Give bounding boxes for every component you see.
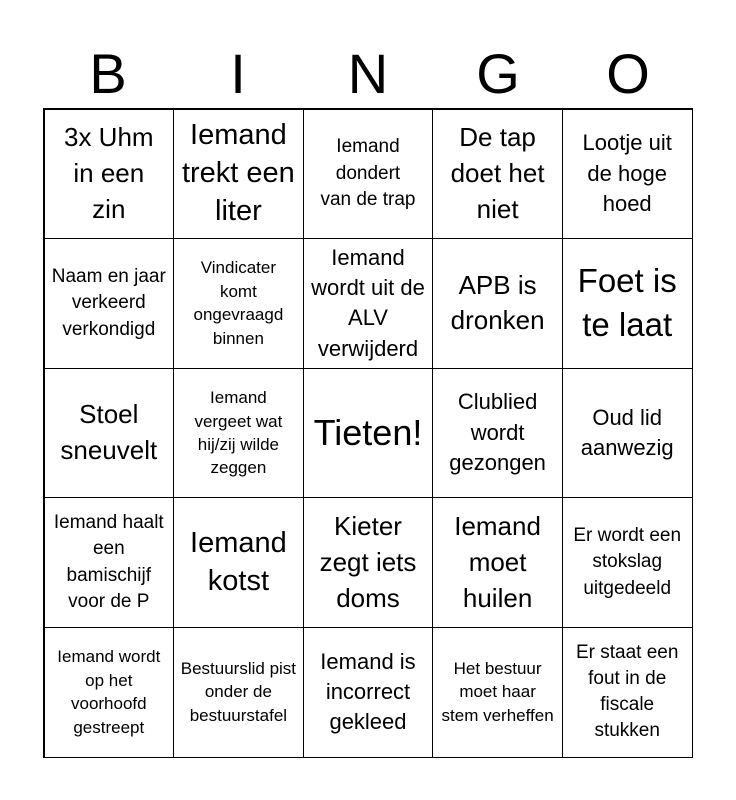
- header-letter-b: B: [89, 42, 127, 105]
- header-letter-i: I: [230, 42, 246, 105]
- bingo-cell[interactable]: Tieten!: [303, 368, 434, 499]
- bingo-cell[interactable]: Lootje uit de hoge hoed: [562, 109, 693, 240]
- bingo-cell[interactable]: Iemand wordt uit de ALV verwijderd: [303, 238, 434, 369]
- bingo-cell[interactable]: Iemand moet huilen: [432, 497, 563, 628]
- bingo-cell[interactable]: Het bestuur moet haar stem verheffen: [432, 627, 563, 758]
- bingo-cell[interactable]: Iemand trekt een liter: [173, 109, 304, 240]
- bingo-card-grid: [43, 108, 693, 758]
- bingo-cell[interactable]: Er wordt een stokslag uitgedeeld: [562, 497, 693, 628]
- bingo-cell[interactable]: APB is dronken: [432, 238, 563, 369]
- bingo-cell[interactable]: Oud lid aanwezig: [562, 368, 693, 499]
- bingo-cell[interactable]: Iemand kotst: [173, 497, 304, 628]
- header-letter-g: G: [476, 42, 520, 105]
- bingo-cell[interactable]: Vindicater komt ongevraagd binnen: [173, 238, 304, 369]
- header-letter-n: N: [347, 42, 389, 105]
- bingo-cell[interactable]: 3x Uhm in een zin: [44, 109, 175, 240]
- bingo-cell[interactable]: Foet is te laat: [562, 238, 693, 369]
- bingo-cell[interactable]: Iemand vergeet wat hij/zij wilde zeggen: [173, 368, 304, 499]
- bingo-cell[interactable]: De tap doet het niet: [432, 109, 563, 240]
- bingo-cell[interactable]: Clublied wordt gezongen: [432, 368, 563, 499]
- bingo-cell[interactable]: Iemand dondert van de trap: [303, 109, 434, 240]
- bingo-header: [43, 40, 693, 108]
- bingo-cell[interactable]: Er staat een fout in de fiscale stukken: [562, 627, 693, 758]
- header-letter-o: O: [606, 42, 650, 105]
- bingo-cell[interactable]: Iemand is incorrect gekleed: [303, 627, 434, 758]
- bingo-cell[interactable]: Bestuurslid pist onder de bestuurstafel: [173, 627, 304, 758]
- bingo-cell[interactable]: Iemand haalt een bamischijf voor de P: [44, 497, 175, 628]
- bingo-cell[interactable]: Kieter zegt iets doms: [303, 497, 434, 628]
- bingo-cell[interactable]: Iemand wordt op het voorhoofd gestreept: [44, 627, 175, 758]
- bingo-cell[interactable]: Stoel sneuvelt: [44, 368, 175, 499]
- bingo-cell[interactable]: Naam en jaar verkeerd verkondigd: [44, 238, 175, 369]
